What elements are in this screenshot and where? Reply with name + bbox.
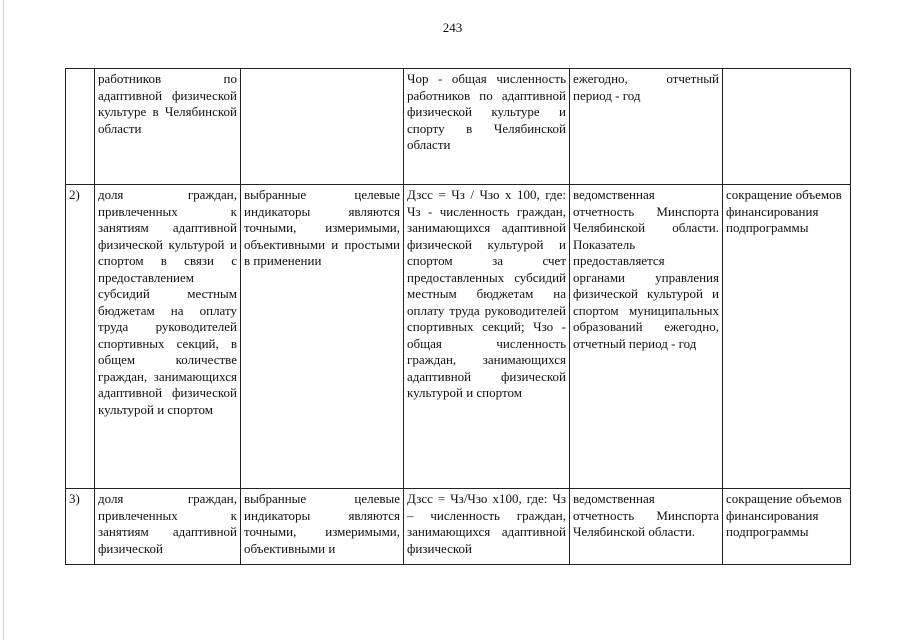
table-row <box>66 185 851 489</box>
source-cell: ведомственная отчетность Минспорта Челябинской области. <box>570 489 723 565</box>
scan-edge-line <box>3 0 4 640</box>
row-number-cell: 2) <box>66 185 95 489</box>
table-row <box>66 489 851 565</box>
criteria-cell <box>241 69 404 185</box>
page-number: 243 <box>442 20 463 35</box>
indicator-cell: доля граждан, привлеченных к занятиям адаптивной физической культурой и спортом в связи с предоставлением субсидий местным бюджетам на оплату труда руководителей спортивных секций, в общем количестве граждан, занимающихся адаптивной физической культурой и спортом <box>95 185 241 489</box>
table-row <box>66 69 851 185</box>
risks-cell <box>723 69 851 185</box>
criteria-cell: выбранные целевые индикаторы являются точными, измеримыми, объективными и <box>241 489 404 565</box>
source-cell: ведомственная отчетность Минспорта Челябинской области. Показатель предоставляется органами управления физической культурой и спортом муниципальных образований ежегодно, отчетный период - год <box>570 185 723 489</box>
indicator-cell: работников по адаптивной физической культуре в Челябинской области <box>95 69 241 185</box>
formula-cell: Дзсс = Чз/Чзо х100, где: Чз – численность граждан, занимающихся адаптивной физической <box>404 489 570 565</box>
risks-cell: сокращение объемов финансирования подпрограммы <box>723 185 851 489</box>
row-number-cell <box>66 69 95 185</box>
risks-cell: сокращение объемов финансирования подпрограммы <box>723 489 851 565</box>
row-number-cell: 3) <box>66 489 95 565</box>
indicators-table <box>65 68 851 565</box>
criteria-cell: выбранные целевые индикаторы являются точными, измеримыми, объективными и простыми в применении <box>241 185 404 489</box>
formula-cell: Чор - общая численность работников по адаптивной физической культуре и спорту в Челябинской области <box>404 69 570 185</box>
indicator-cell: доля граждан, привлеченных к занятиям адаптивной физической <box>95 489 241 565</box>
source-cell: ежегодно, отчетный период - год <box>570 69 723 185</box>
formula-cell: Дзсс = Чз / Чзо х 100, где: Чз - численность граждан, занимающихся адаптивной физической культурой и спортом за счет предоставленных субсидий местным бюджетам на оплату труда руководителей спортивных секций; Чзо - общая численность граждан, занимающихся адаптивной физической культурой и спортом <box>404 185 570 489</box>
